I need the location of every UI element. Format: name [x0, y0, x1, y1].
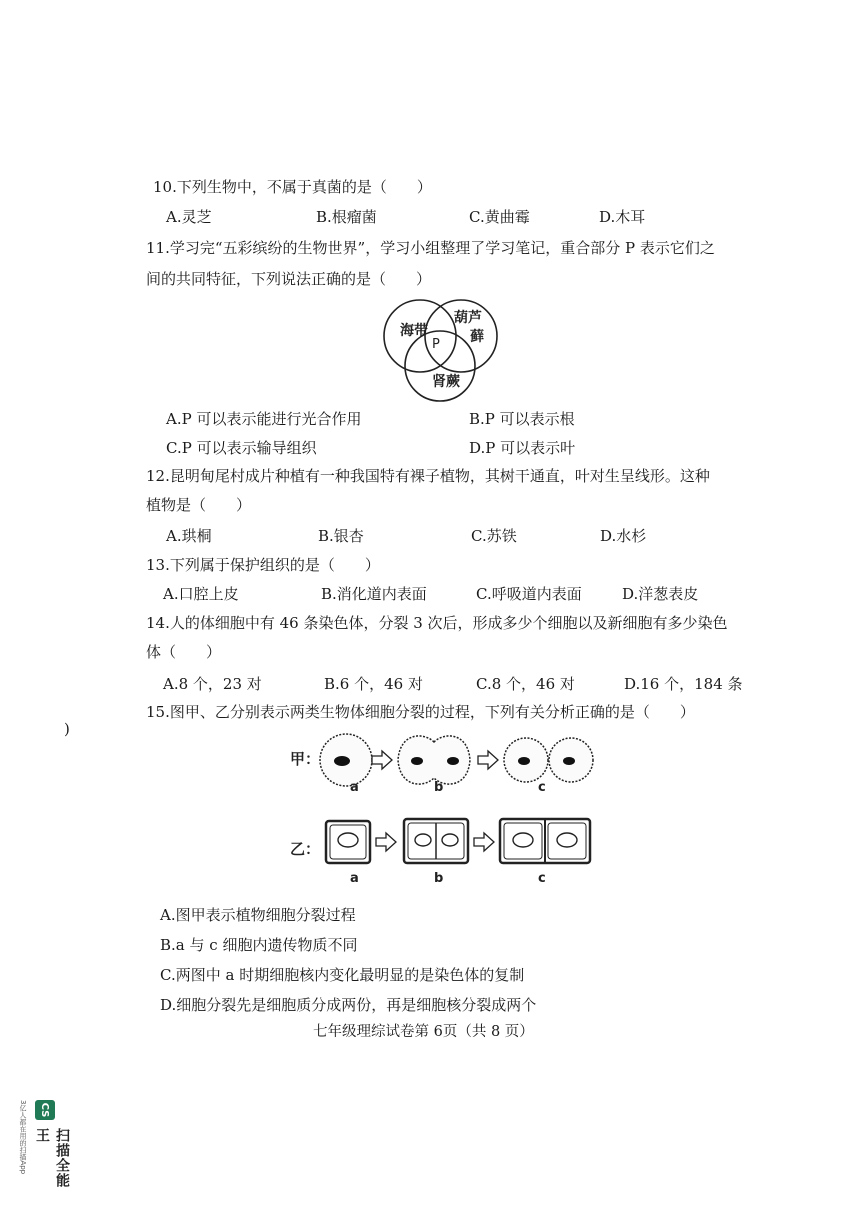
scanner-watermark: [6, 1098, 70, 1198]
q15-option-d: D.细胞分裂先是细胞质分成两份，再是细胞核分裂成两个: [160, 996, 537, 1014]
page-footer: 七年级理综试卷第 6页（共 8 页）: [313, 1024, 534, 1040]
question-12-stem-line1: 12.昆明甸尾村成片种植有一种我国特有裸子植物，其树干通直，叶对生呈线形。这种: [146, 467, 710, 485]
row-label-jia: 甲：: [290, 750, 321, 768]
q15-option-a: A.图甲表示植物细胞分裂过程: [160, 906, 356, 924]
q14-option-c: C.8 个，46 对: [476, 675, 575, 693]
q13-option-d: D.洋葱表皮: [622, 585, 699, 603]
plant-cell-b: [404, 819, 468, 863]
question-13-stem: 13.下列属于保护组织的是（ ）: [146, 556, 380, 574]
q13-option-a: A.口腔上皮: [163, 585, 239, 603]
arrow-icon: [372, 751, 392, 769]
venn-label-bottom: 肾蕨: [432, 374, 460, 390]
q11-option-a: A.P 可以表示能进行光合作用: [166, 410, 362, 428]
animal-cell-c: [504, 738, 593, 782]
q14-option-a: A.8 个，23 对: [163, 675, 262, 693]
q14-option-d: D.16 个，184 条: [624, 675, 743, 693]
animal-cell-b: [398, 736, 470, 784]
stage-label-c: c: [538, 871, 546, 886]
q12-option-c: C.苏铁: [471, 527, 517, 545]
venn-label-center: P: [432, 337, 440, 352]
q10-option-a: A.灵芝: [166, 208, 212, 226]
q11-option-d: D.P 可以表示叶: [469, 439, 576, 457]
scanner-tagline: 3亿人都在用的扫描App: [19, 1100, 27, 1175]
row-label-yi: 乙：: [290, 840, 321, 858]
arrow-icon: [478, 751, 498, 769]
arrow-icon: [474, 833, 494, 851]
question-11-stem-line2: 间的共同特征，下列说法正确的是（ ）: [146, 270, 432, 288]
q13-option-c: C.呼吸道内表面: [476, 585, 582, 603]
q10-option-d: D.木耳: [599, 208, 646, 226]
q12-option-a: A.珙桐: [166, 527, 212, 545]
venn-label-right-1: 葫芦: [454, 310, 482, 326]
question-14-stem-line1: 14.人的体细胞中有 46 条染色体，分裂 3 次后，形成多少个细胞以及新细胞有多少染色: [146, 614, 728, 632]
stage-label-a: a: [350, 871, 359, 886]
plant-cell-c: [500, 819, 590, 863]
q11-option-b: B.P 可以表示根: [469, 410, 575, 428]
question-12-stem-line2: 植物是（ ）: [146, 496, 252, 514]
stage-label-b: b: [434, 871, 444, 886]
stray-mark: ): [64, 720, 70, 738]
question-10-stem: 10.下列生物中，不属于真菌的是（ ）: [153, 178, 432, 196]
scanner-logo-badge: CS: [35, 1100, 55, 1120]
scanner-app-name: 扫描全能王: [34, 1128, 70, 1188]
arrow-icon: [376, 833, 396, 851]
plant-cell-a: [326, 821, 370, 863]
question-14-stem-line2: 体（ ）: [146, 643, 222, 661]
animal-cell-a: [320, 734, 372, 786]
stage-label-c: c: [538, 780, 546, 795]
venn-diagram: [376, 298, 502, 402]
stage-label-b: b: [434, 780, 444, 795]
q12-option-d: D.水杉: [600, 527, 647, 545]
q15-option-c: C.两图中 a 时期细胞核内变化最明显的是染色体的复制: [160, 966, 525, 984]
q11-option-c: C.P 可以表示输导组织: [166, 439, 317, 457]
cell-division-figure: [286, 730, 606, 895]
venn-label-left: 海带: [400, 323, 428, 339]
q14-option-b: B.6 个，46 对: [324, 675, 423, 693]
stage-label-a: a: [350, 780, 359, 795]
q10-option-c: C.黄曲霉: [469, 208, 530, 226]
q15-option-b: B.a 与 c 细胞内遗传物质不同: [160, 936, 358, 954]
q10-option-b: B.根瘤菌: [316, 208, 377, 226]
q13-option-b: B.消化道内表面: [321, 585, 427, 603]
q12-option-b: B.银杏: [318, 527, 364, 545]
venn-label-right-2: 藓: [470, 329, 484, 345]
question-11-stem-line1: 11.学习完“五彩缤纷的生物世界”，学习小组整理了学习笔记，重合部分 P 表示它们之: [146, 239, 715, 257]
question-15-stem: 15.图甲、乙分别表示两类生物体细胞分裂的过程，下列有关分析正确的是（ ）: [146, 703, 695, 721]
